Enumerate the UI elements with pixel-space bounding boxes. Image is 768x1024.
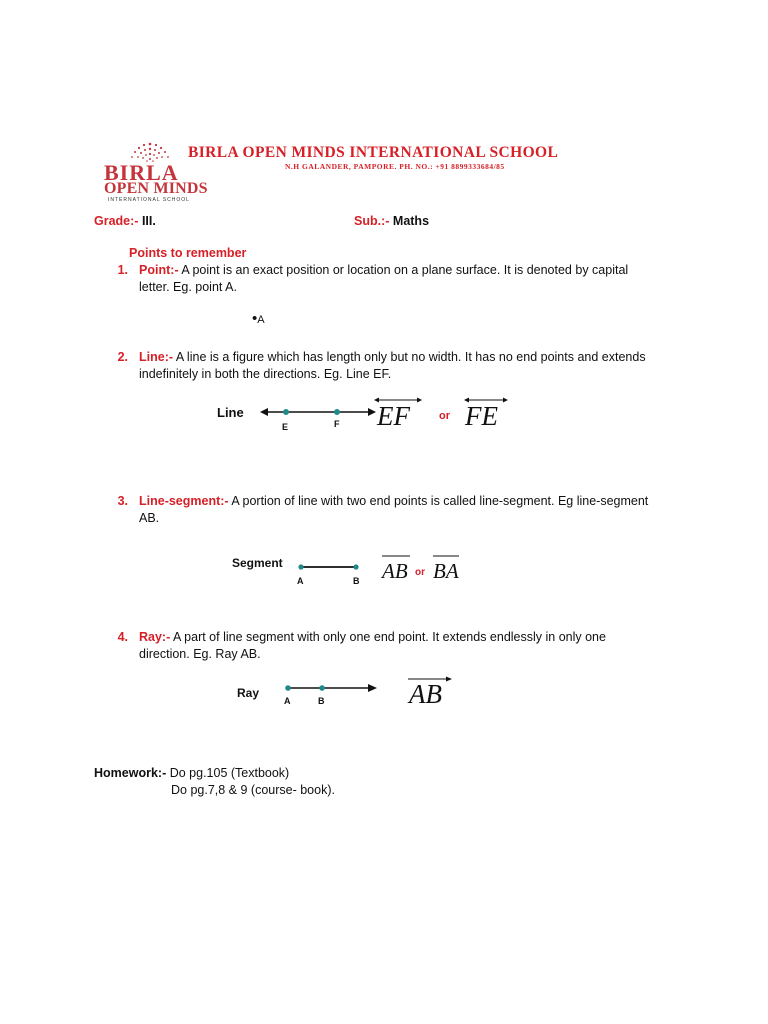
- line-figure-caption: Line: [217, 405, 244, 420]
- school-name: BIRLA OPEN MINDS INTERNATIONAL SCHOOL: [188, 144, 559, 161]
- term-line: Line:-: [139, 350, 174, 364]
- line-notation-ef: EF: [377, 401, 410, 431]
- homework-label: Homework:-: [94, 766, 167, 780]
- point-dot-icon: •: [252, 310, 258, 327]
- line-figure-drawing: [258, 402, 378, 422]
- item-line: [139, 349, 699, 383]
- segment-point-a: A: [297, 576, 304, 586]
- item-number-4: 4.: [117, 630, 128, 644]
- homework-line-1: [94, 766, 289, 780]
- item-number-3: 3.: [117, 494, 128, 508]
- item-point: [139, 262, 699, 296]
- segment-text-line1: A portion of line with two end points is called line-segment. Eg line-segment: [228, 494, 649, 508]
- subject-label: Sub.:-: [354, 214, 390, 228]
- segment-notation-ba: BA: [433, 559, 459, 583]
- segment-or-text: or: [415, 567, 425, 578]
- segment-notation-ab: AB: [382, 559, 408, 583]
- point-text-line2: letter. Eg. point A.: [139, 280, 237, 294]
- ray-notation-ab: AB: [409, 679, 442, 709]
- homework-text-2: Do pg.7,8 & 9 (course- book).: [171, 783, 335, 797]
- ray-figure-drawing: [282, 681, 378, 695]
- term-point: Point:-: [139, 263, 179, 277]
- term-line-segment: Line-segment:-: [139, 494, 229, 508]
- grade-value: III.: [141, 214, 156, 228]
- segment-figure-drawing: [296, 561, 362, 573]
- logo-birla-text: BIRLA: [104, 160, 179, 185]
- logo-international-text: INTERNATIONAL SCHOOL: [108, 197, 190, 203]
- subject-line: [354, 214, 429, 228]
- line-point-e: E: [282, 422, 289, 432]
- point-text-line1: A point is an exact position or location on a plane surface. It is denoted by capital: [178, 263, 629, 277]
- homework-text-1: Do pg.105 (Textbook): [166, 766, 290, 780]
- ray-text-line2: direction. Eg. Ray AB.: [139, 647, 261, 661]
- line-or-text: or: [439, 410, 450, 422]
- segment-figure-caption: Segment: [232, 556, 283, 570]
- line-text-line1: A line is a figure which has length only but no width. It has no end points and extends: [173, 350, 646, 364]
- segment-text-line2: AB.: [139, 511, 160, 525]
- point-figure-label: A: [257, 314, 265, 326]
- section-title: Points to remember: [129, 246, 247, 260]
- grade-label: Grade:-: [94, 214, 139, 228]
- point-figure: [252, 310, 265, 327]
- item-number-2: 2.: [117, 350, 128, 364]
- item-line-segment: [139, 493, 699, 527]
- line-text-line2: indefinitely in both the directions. Eg. Line EF.: [139, 367, 392, 381]
- ray-point-b: B: [318, 696, 325, 706]
- ray-figure-caption: Ray: [237, 686, 260, 700]
- item-ray: [139, 629, 699, 663]
- term-ray: Ray:-: [139, 630, 171, 644]
- grade-line: [94, 214, 156, 228]
- line-point-f: F: [334, 419, 340, 429]
- logo-open-minds-text: OPEN MINDS: [104, 180, 208, 197]
- item-number-1: 1.: [117, 263, 128, 277]
- segment-overbar-2-icon: [433, 554, 459, 558]
- subject-value: Maths: [392, 214, 430, 228]
- ray-point-a: A: [284, 696, 291, 706]
- segment-overbar-icon: [382, 554, 410, 558]
- segment-point-b: B: [353, 576, 360, 586]
- school-address: N.H GALANDER, PAMPORE. PH. NO.: +91 8899333684/85: [285, 162, 505, 171]
- line-notation-fe: FE: [465, 401, 498, 431]
- ray-text-line1: A part of line segment with only one end point. It extends endlessly in only one: [170, 630, 606, 644]
